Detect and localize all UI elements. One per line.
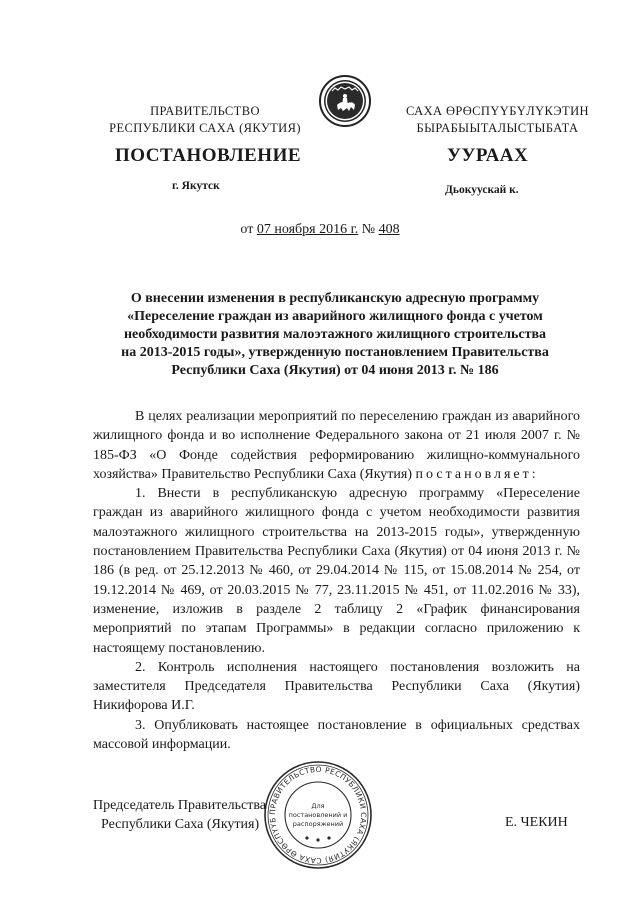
preamble-resolves: постановляет:	[415, 466, 539, 482]
preamble-paragraph	[93, 407, 580, 484]
signatory-position-line1: Председатель Правительства	[93, 798, 266, 813]
title-line: на 2013-2015 годы», утвержденную постановлением Правительства	[121, 345, 549, 360]
title-line: Республики Саха (Якутия) от 04 июня 2013 г. № 186	[171, 363, 499, 378]
coat-of-arms-icon	[318, 74, 372, 128]
title-line: необходимости развития малоэтажного жилищного строительства	[123, 327, 547, 342]
title-line: О внесении изменения в республиканскую адресную программу	[130, 291, 540, 306]
doc-type-left: ПОСТАНОВЛЕНИЕ	[115, 145, 302, 166]
header-right-line1: САХА ӨРӨСПҮҮБҮЛҮКЭТИН	[406, 104, 589, 118]
decree-body	[93, 407, 580, 754]
title-line: «Переселение граждан из аварийного жилищного фонда с учетом	[127, 309, 543, 324]
clause-2: 2. Контроль исполнения настоящего постановления возложить на заместителя Председателя Правительства Республики Саха (Якутия) Никифорова И.Г.	[93, 659, 580, 714]
signatory-position	[93, 796, 266, 835]
decree-title	[100, 290, 570, 380]
signatory-position-line2: Республики Саха (Якутия)	[101, 817, 260, 833]
seal-inner-line3: распоряжений	[292, 820, 344, 828]
signatory-name: Е. ЧЕКИН	[505, 815, 568, 830]
official-seal-icon	[262, 759, 374, 871]
decree-number: 408	[378, 222, 400, 237]
preamble-text: В целях реализации мероприятий по переселению граждан из аварийного жилищного фонда и во исполнение Федерального закона от 21 июля 2007 г. № 185-ФЗ «О Фонде содействия реформированию жилищно-коммунального хозяйства» Правительство Республики Саха (Якутия)	[93, 409, 580, 482]
seal-ring-text: ПРАВИТЕЛЬСТВО РЕСПУБЛИКИ САХА (ЯКУТИЯ) САХА ӨРӨСПҮҮБ	[267, 764, 369, 866]
seal-inner-line2: постановлений и	[288, 811, 348, 819]
clause-1: 1. Внести в республиканскую адресную программу «Переселение граждан из аварийного жилищного фонда с учетом необходимости развития малоэтажного жилищного строительства на 2013-2015 годы», утвержденную постановлением Правительства Республики Саха (Якутия) от 04 июня 2013 г. № 186 (в ред. от 25.12.2013 № 460, от 29.04.2014 № 115, от 15.08.2014 № 254, от 19.12.2014 № 469, от 20.03.2015 № 77, 23.11.2015 № 451, от 11.02.2016 № 33), изменение, изложив в разделе 2 таблицу 2 «График финансирования мероприятий по этапам Программы» в редакции согласно приложению к настоящему постановлению.	[93, 486, 580, 656]
header-left-block	[100, 103, 310, 137]
header-right-block	[385, 103, 610, 137]
number-sign: №	[361, 222, 376, 237]
header-right-line2: БЫРАБЫЫТАЛЫСТЫБАТА	[416, 121, 579, 135]
doc-type-right: УУРААХ	[447, 145, 529, 166]
header-left-line2: РЕСПУБЛИКИ САХА (ЯКУТИЯ)	[109, 121, 301, 135]
seal-inner-line1: Для	[311, 802, 325, 810]
date-prefix: от	[240, 222, 254, 237]
clause-3: 3. Опубликовать настоящее постановление в официальных средствах массовой информации.	[93, 717, 580, 753]
decree-date: 07 ноября 2016 г.	[256, 222, 359, 237]
header-left-line1: ПРАВИТЕЛЬСТВО	[150, 104, 260, 118]
date-line	[0, 222, 640, 238]
city-right: Дьокуускай к.	[445, 184, 519, 196]
city-left: г. Якутск	[172, 180, 220, 192]
